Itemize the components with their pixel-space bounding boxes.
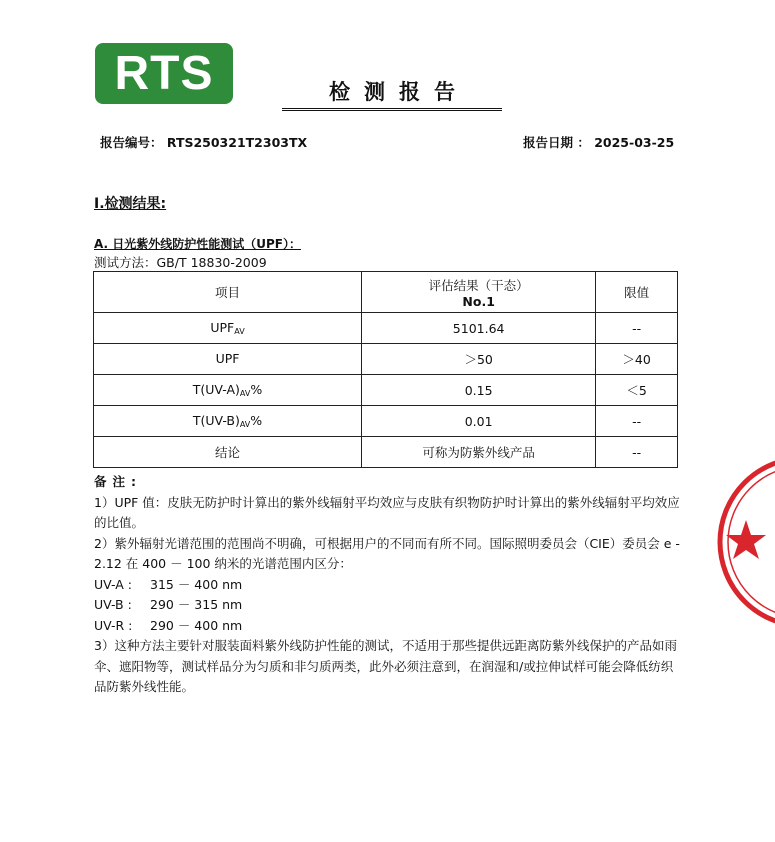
notes-heading: 备注: [94, 474, 142, 489]
row-limit: -- [596, 313, 678, 344]
report-date-label: 报告日期 ： [523, 135, 590, 150]
row-limit: -- [596, 406, 678, 437]
row-item: $T(UV-A)_{AV}\%$ [94, 375, 362, 406]
row-result: 可称为防紫外线产品 [362, 437, 596, 468]
uv-band-line: UV-B : 290 － 315 nm [94, 597, 243, 612]
row-result: ＞50 [362, 344, 596, 375]
uv-band-line: UV-A : 315 － 400 nm [94, 576, 243, 592]
page-title: 检测报告 [329, 80, 469, 104]
report-number-value: RTS250321T2303TX [166, 135, 308, 150]
row-result: 0.15 [362, 375, 596, 406]
section-subtitle: A. 日光紫外线防护性能测试（UPF）： [94, 237, 301, 251]
header-item: 项目 [94, 272, 362, 313]
table-row [94, 375, 678, 406]
company-seal-stamp [716, 455, 775, 655]
header-result [362, 272, 596, 313]
rts-logo: RTS [95, 43, 233, 104]
section-title: I.检测结果: [94, 196, 167, 212]
results-table [93, 271, 678, 468]
row-item: UPF [94, 344, 362, 375]
header-result-line2: No.1 [462, 293, 495, 309]
report-date [523, 133, 674, 151]
table-header-row [94, 272, 678, 313]
note-3: 3）这种方法主要针对服装面料紫外线防护性能的测试，不适用于那些提供远距离防紫外线保护的产品如雨伞、遮阳物等，测试样品分为匀质和非匀质两类，此外必须注意到，在润湿和/或拉伸试样可能会降低纺织品防紫外线性能。 [94, 638, 677, 694]
notes [94, 472, 684, 698]
table-row [94, 406, 678, 437]
title-wrap [282, 76, 502, 111]
row-result: 0.01 [362, 406, 596, 437]
row-result: 5101.64 [362, 313, 596, 344]
row-item: $T(UV-B)_{AV}\%$ [94, 406, 362, 437]
row-limit: ＜5 [596, 375, 678, 406]
report-number-label: 报告编号： [100, 135, 163, 150]
row-item: $UPF_{AV}$ [94, 313, 362, 344]
test-method: 测试方法：GB/T 18830-2009 [94, 255, 267, 270]
row-limit: ＞40 [596, 344, 678, 375]
report-date-value: 2025-03-25 [594, 135, 675, 150]
note-1: 1）UPF 值：皮肤无防护时计算出的紫外线辐射平均效应与皮肤有织物防护时计算出的紫外线辐射平均效应的比值。 [94, 494, 680, 530]
header-result-line1: 评估结果（干态） [428, 277, 529, 293]
uv-band-line: UV-R : 290 － 400 nm [94, 617, 243, 633]
row-item: 结论 [94, 437, 362, 468]
note-2: 2）紫外辐射光谱范围的范围尚不明确，可根据用户的不同而有所不同。国际照明委员会（CIE）委员会 e - 2.12 在 400 － 100 纳米的光谱范围内区分： [94, 535, 680, 571]
row-limit: -- [596, 437, 678, 468]
report-number [100, 133, 307, 151]
header-limit: 限值 [596, 272, 678, 313]
table-row [94, 313, 678, 344]
table-row [94, 344, 678, 375]
table-row [94, 437, 678, 468]
